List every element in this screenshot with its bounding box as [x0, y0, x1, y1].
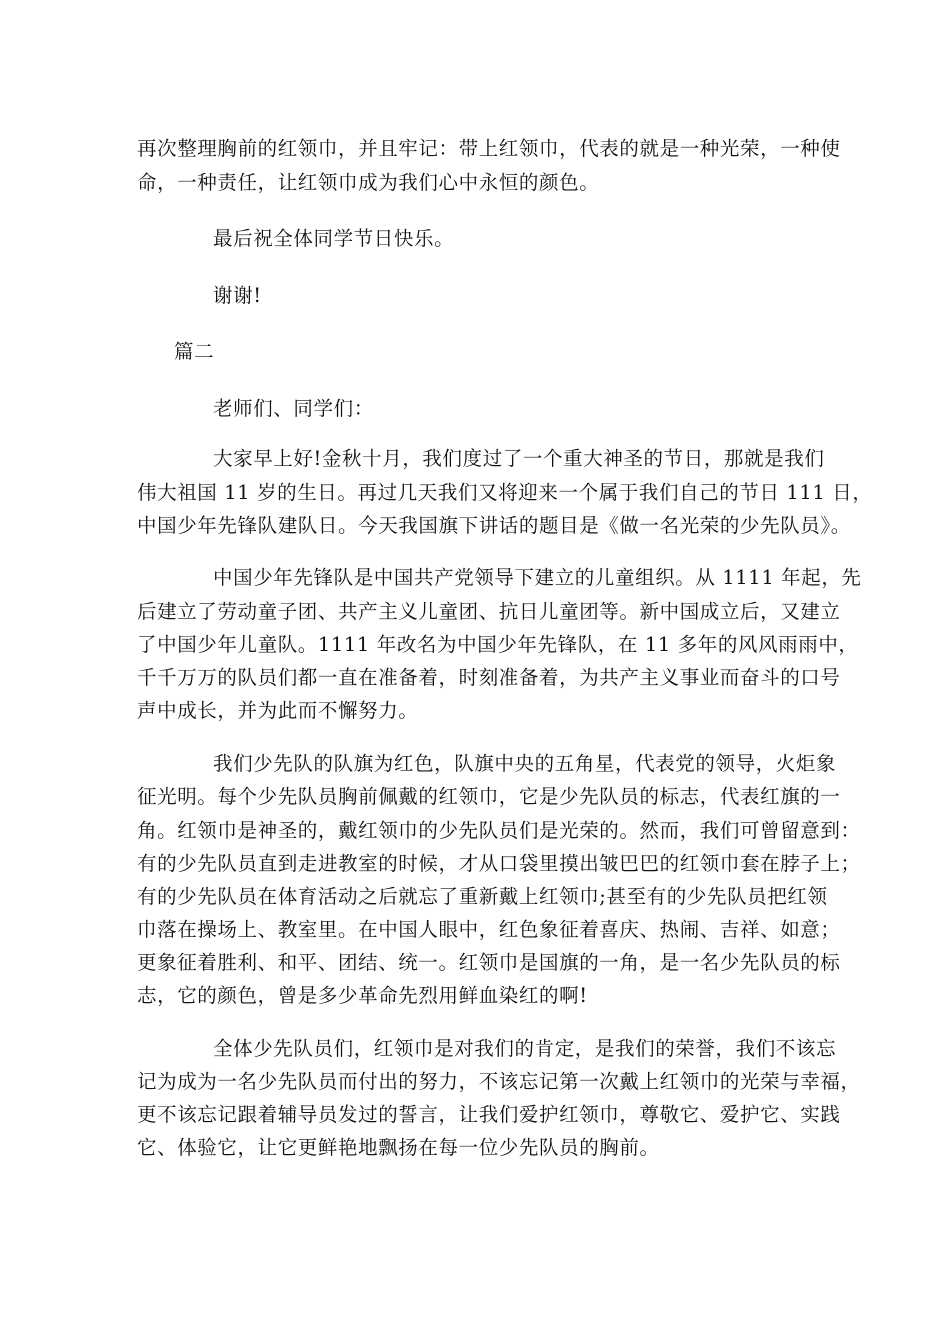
paragraph-line: 志，它的颜色，曾是多少革命先烈用鲜血染红的啊! — [137, 984, 588, 1007]
paragraph-line: 记为成为一名少先队员而付出的努力，不该忘记第一次戴上红领巾的光荣与幸福， — [137, 1070, 861, 1093]
section-heading: 篇二 — [174, 340, 215, 363]
paragraph-line: 后建立了劳动童子团、共产主义儿童团、抗日儿童团等。新中国成立后，又建立 — [137, 600, 841, 623]
paragraph-line: 中国少年先锋队是中国共产党领导下建立的儿童组织。从 1111 年起，先 — [213, 566, 862, 589]
thanks-line: 谢谢! — [213, 284, 262, 307]
paragraph-line: 它、体验它，让它更鲜艳地飘扬在每一位少先队员的胸前。 — [137, 1136, 660, 1159]
paragraph-line: 声中成长，并为此而不懈努力。 — [137, 699, 419, 722]
paragraph-line: 命，一种责任，让红领巾成为我们心中永恒的颜色。 — [137, 171, 600, 194]
closing-wish: 最后祝全体同学节日快乐。 — [213, 227, 455, 250]
paragraph-line: 有的少先队员在体育活动之后就忘了重新戴上红领巾;甚至有的少先队员把红领 — [137, 885, 828, 908]
paragraph-line: 大家早上好!金秋十月，我们度过了一个重大神圣的节日，那就是我们 — [213, 447, 825, 470]
paragraph-line: 征光明。每个少先队员胸前佩戴的红领巾，它是少先队员的标志，代表红旗的一 — [137, 785, 841, 808]
paragraph-line: 了中国少年儿童队。1111 年改名为中国少年先锋队，在 11 多年的风风雨雨中， — [137, 633, 859, 656]
paragraph-line: 更不该忘记跟着辅导员发过的誓言，让我们爱护红领巾，尊敬它、爱护它、实践 — [137, 1103, 841, 1126]
paragraph-line: 有的少先队员直到走进教室的时候，才从口袋里摸出皱巴巴的红领巾套在脖子上； — [137, 852, 861, 875]
paragraph-line: 角。红领巾是神圣的，戴红领巾的少先队员们是光荣的。然而，我们可曾留意到： — [137, 819, 861, 842]
paragraph-line: 我们少先队的队旗为红色，队旗中央的五角星，代表党的领导，火炬象 — [213, 752, 837, 775]
paragraph-line: 中国少年先锋队建队日。今天我国旗下讲话的题目是《做一名光荣的少先队员》。 — [137, 514, 851, 537]
paragraph-line: 全体少先队员们，红领巾是对我们的肯定，是我们的荣誉，我们不该忘 — [213, 1037, 837, 1060]
salutation: 老师们、同学们： — [213, 397, 374, 420]
paragraph-line: 再次整理胸前的红领巾，并且牢记：带上红领巾，代表的就是一种光荣，一种使 — [137, 137, 841, 160]
paragraph-line: 千千万万的队员们都一直在准备着，时刻准备着，为共产主义事业而奋斗的口号 — [137, 666, 841, 689]
paragraph-line: 巾落在操场上、教室里。在中国人眼中，红色象征着喜庆、热闹、吉祥、如意； — [137, 918, 841, 941]
paragraph-line: 伟大祖国 11 岁的生日。再过几天我们又将迎来一个属于我们自己的节日 111 日， — [137, 481, 873, 504]
paragraph-line: 更象征着胜利、和平、团结、统一。红领巾是国旗的一角，是一名少先队员的标 — [137, 951, 841, 974]
